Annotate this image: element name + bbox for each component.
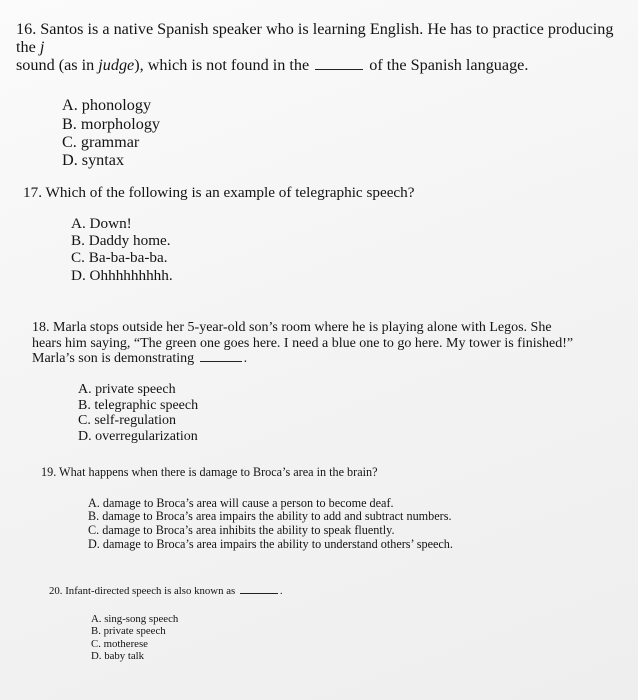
option-c: C. motherese (91, 637, 148, 650)
question-18 (32, 320, 622, 445)
question-18-stem-period: . (243, 351, 248, 367)
question-16-stem-line2a: sound (as in (16, 56, 99, 75)
question-20-stem-text: 20. Infant-directed speech is also known as (49, 585, 238, 597)
question-16-stem-line2b: ), which is not found in the (134, 56, 314, 75)
option-a: A. Down! (71, 215, 132, 233)
question-16 (16, 20, 636, 170)
option-b: B. damage to Broca’s area impairs the ability to add and subtract numbers. (88, 509, 452, 524)
question-16-stem-line1: 16. Santos is a native Spanish speaker who is learning English. He has to practice producing the (16, 20, 614, 57)
option-a: A. sing-song speech (91, 613, 179, 626)
answer-blank (240, 592, 278, 594)
option-d: D. Ohhhhhhhhh. (71, 266, 173, 284)
question-16-options (62, 96, 636, 169)
option-d: D. damage to Broca’s area impairs the ability to understand others’ speech. (88, 536, 453, 551)
question-19-stem: 19. What happens when there is damage to Broca’s area in the brain? (41, 465, 378, 479)
question-18-options (78, 382, 622, 445)
option-b: B. private speech (91, 625, 166, 638)
question-16-stem (16, 20, 636, 74)
option-c: C. grammar (62, 133, 140, 152)
option-a: A. private speech (78, 382, 176, 398)
option-b: B. telegraphic speech (78, 397, 199, 413)
answer-blank (315, 68, 363, 70)
question-17 (23, 184, 623, 284)
option-a: A. phonology (62, 96, 152, 115)
option-d: D. syntax (62, 151, 125, 170)
question-18-stem-line2: hears him saying, “The green one goes here. I need a blue one to go here. My tower is finished!” (32, 335, 574, 351)
question-17-options (71, 215, 623, 284)
question-19-options (88, 497, 611, 552)
option-b: B. morphology (62, 114, 161, 133)
option-c: C. self-regulation (78, 413, 176, 429)
question-19 (41, 466, 611, 551)
question-17-stem: 17. Which of the following is an example of telegraphic speech? (23, 184, 415, 201)
question-16-stem-italic-j: j (39, 38, 45, 57)
option-d: D. baby talk (91, 650, 145, 663)
option-c: C. damage to Broca’s area inhibits the ability to speak fluently. (88, 522, 395, 537)
question-20-stem-period: . (279, 585, 283, 597)
option-b: B. Daddy home. (71, 232, 171, 250)
question-18-stem-line3: Marla’s son is demonstrating (32, 351, 198, 367)
question-20-options (91, 613, 589, 663)
option-a: A. damage to Broca’s area will cause a person to become deaf. (88, 495, 394, 510)
option-c: C. Ba-ba-ba-ba. (71, 249, 168, 267)
question-18-stem-line1: 18. Marla stops outside her 5-year-old son’s room where he is playing alone with Legos. She (32, 320, 552, 335)
question-18-stem (32, 320, 622, 367)
question-20 (49, 585, 589, 663)
option-d: D. overregularization (78, 429, 198, 445)
question-16-stem-line2c: of the Spanish language. (365, 56, 529, 75)
question-20-stem (49, 585, 589, 597)
question-16-stem-italic-judge: judge (98, 56, 135, 75)
answer-blank (200, 360, 242, 362)
